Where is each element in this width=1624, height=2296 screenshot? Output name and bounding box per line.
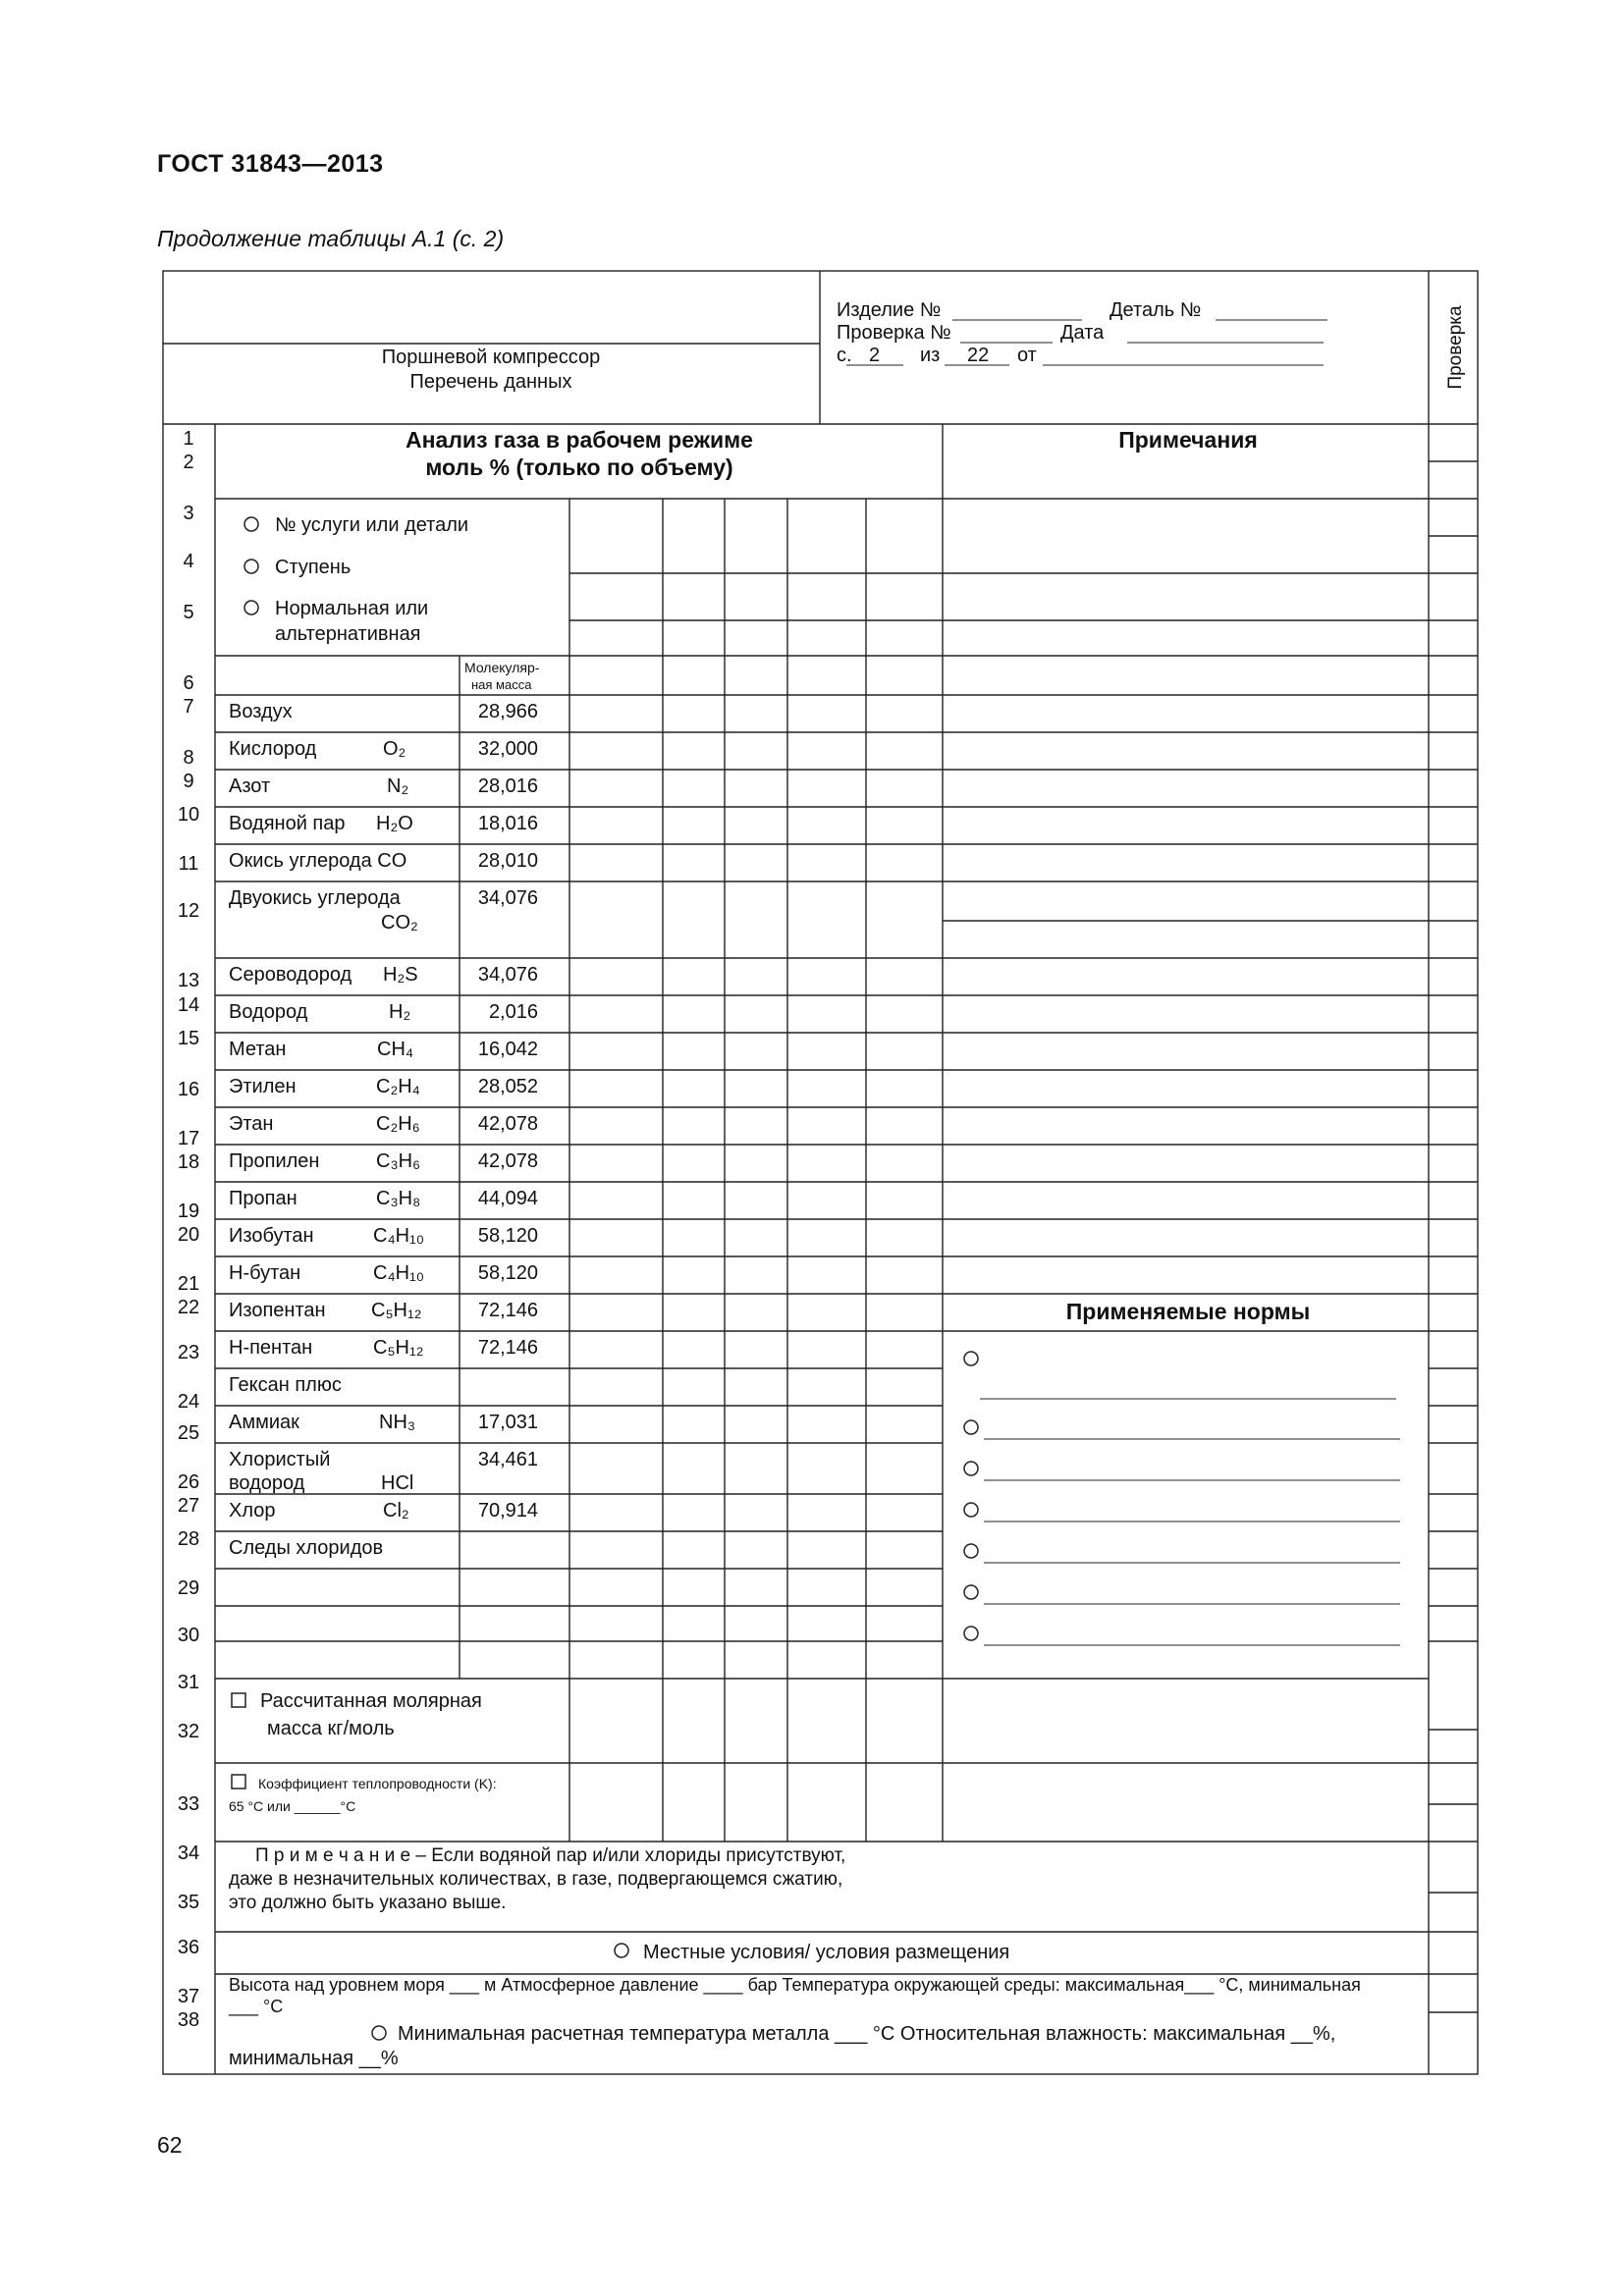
gas-name: Изопентан <box>229 1300 326 1321</box>
gas-formula: C₅H₁₂ <box>373 1337 424 1359</box>
gas-name: Следы хлоридов <box>229 1537 384 1559</box>
page-number: 62 <box>157 2132 183 2158</box>
metal-temp-radio-icon[interactable] <box>372 2026 386 2040</box>
service-radio-icon[interactable] <box>244 517 258 531</box>
gas-mw: 28,016 <box>477 775 538 797</box>
note-line-1: П р и м е ч а н и е – Если водяной пар и/или хлориды присутствуют, <box>255 1845 846 1866</box>
gas-mw: 28,010 <box>477 850 538 872</box>
norm-radio-icon[interactable] <box>964 1352 978 1365</box>
row-numbers <box>178 428 199 2031</box>
norm-radio-icon[interactable] <box>964 1627 978 1640</box>
table-caption: Продолжение таблицы А.1 (с. 2) <box>157 226 505 251</box>
gas-mw: 58,120 <box>477 1225 538 1247</box>
gas-formula: C₃H₆ <box>376 1150 421 1172</box>
gas-formula: C₂H₄ <box>376 1076 420 1097</box>
row-number: 34 <box>177 1842 200 1864</box>
gas-mw: 2,016 <box>488 1001 538 1023</box>
gas-mw: 28,052 <box>477 1076 538 1097</box>
gas-formula: C₃H₈ <box>376 1188 421 1209</box>
gas-mw: 34,076 <box>477 887 538 909</box>
row-number: 29 <box>177 1577 200 1599</box>
gas-mw: 70,914 <box>477 1500 538 1522</box>
row-number: 21 <box>177 1273 200 1295</box>
gas-formula: NH₃ <box>379 1412 416 1433</box>
norms-title: Применяемые нормы <box>1065 1299 1311 1324</box>
gas-name: Гексан плюс <box>229 1374 342 1396</box>
gas-formula: CO₂ <box>381 912 418 934</box>
gas-mw: 17,031 <box>477 1412 538 1433</box>
row-number: 18 <box>177 1151 200 1173</box>
row-number: 1 <box>183 428 194 450</box>
norms-list <box>964 1352 978 1640</box>
row-number: 2 <box>183 452 194 473</box>
row-number: 32 <box>177 1721 200 1742</box>
local-conditions-line-3: Минимальная расчетная температура металла ___ °C Относительная влажность: максимальная __%, <box>398 2023 1336 2045</box>
norm-radio-icon[interactable] <box>964 1585 978 1599</box>
gas-formula: C₄H₁₀ <box>373 1225 425 1247</box>
row-number: 24 <box>177 1391 200 1413</box>
row-number: 12 <box>177 900 200 922</box>
sheet-prefix: с. <box>837 345 852 366</box>
stage-radio-icon[interactable] <box>244 560 258 573</box>
gas-formula: C₅H₁₂ <box>371 1300 422 1321</box>
row-number: 26 <box>177 1471 200 1493</box>
gas-formula: H₂O <box>376 813 413 834</box>
gas-name: Двуокись углерода <box>229 887 401 909</box>
gas-mw: 16,042 <box>477 1039 538 1060</box>
gas-formula: C₄H₁₀ <box>373 1262 425 1284</box>
sheet-from: от <box>1017 345 1037 366</box>
local-conditions-title: Местные условия/ условия размещения <box>643 1942 1010 1963</box>
gas-name: Н-бутан <box>229 1262 301 1284</box>
row-number: 19 <box>177 1201 200 1222</box>
normal-option-label-2: альтернативная <box>275 623 421 645</box>
gas-name: Этилен <box>229 1076 297 1097</box>
row-number: 11 <box>178 853 199 875</box>
norm-radio-icon[interactable] <box>964 1544 978 1558</box>
gas-name: Водяной пар <box>229 813 346 834</box>
sheet-of: из <box>920 345 941 366</box>
row-number: 23 <box>177 1342 200 1363</box>
row-number: 5 <box>183 602 194 623</box>
gas-formula: CH₄ <box>377 1039 414 1060</box>
row-number: 25 <box>177 1422 200 1444</box>
row-number: 33 <box>177 1793 200 1815</box>
gas-name: Водород <box>229 1001 308 1023</box>
row-number: 22 <box>177 1297 200 1318</box>
row-number: 28 <box>177 1528 200 1550</box>
gas-formula: C₂H₆ <box>376 1113 420 1135</box>
row-number: 35 <box>177 1892 200 1913</box>
row-number: 37 <box>177 1986 200 2007</box>
gas-name: Метан <box>229 1039 287 1060</box>
row-number: 8 <box>183 747 194 769</box>
row-number: 6 <box>183 672 194 694</box>
row-number: 16 <box>177 1079 200 1100</box>
norm-radio-icon[interactable] <box>964 1503 978 1517</box>
row-number: 30 <box>177 1625 200 1646</box>
row-number: 3 <box>183 503 194 524</box>
note-line-2: даже в незначительных количествах, в газе, подвергающемся сжатию, <box>229 1869 843 1890</box>
mw-header: Молекуляр- <box>464 660 540 675</box>
row-number: 13 <box>177 970 200 991</box>
row-number: 38 <box>177 2009 200 2031</box>
row-number: 15 <box>177 1028 200 1049</box>
gas-name: Кислород <box>229 738 317 760</box>
local-conditions-line-1: Высота над уровнем моря ___ м Атмосферное давление ____ бар Температура окружающей среды: максимальная___ °C, минимальная <box>229 1975 1361 1995</box>
form-grid <box>163 271 1478 2074</box>
molar-mass-checkbox[interactable] <box>232 1693 245 1707</box>
data-label: Дата <box>1060 322 1105 344</box>
gas-mw: 42,078 <box>477 1113 538 1135</box>
gas-mw: 72,146 <box>477 1337 538 1359</box>
row-number: 36 <box>177 1937 200 1958</box>
row-number: 9 <box>183 771 194 792</box>
normal-option-label: Нормальная или <box>275 598 429 619</box>
gas-name: Н-пентан <box>229 1337 313 1359</box>
detal-label: Деталь № <box>1110 299 1202 321</box>
gas-formula: HCl <box>381 1472 414 1494</box>
document-title: ГОСТ 31843—2013 <box>157 150 384 178</box>
mw-header-2: ная масса <box>471 677 532 692</box>
gas-name-line2: водород <box>229 1472 305 1494</box>
conductivity-temp: 65 °C или ______°C <box>229 1798 356 1814</box>
note-line-3: это должно быть указано выше. <box>229 1893 507 1913</box>
analysis-title: Анализ газа в рабочем режиме <box>406 427 753 453</box>
row-number: 4 <box>183 551 194 572</box>
list-title: Перечень данных <box>409 371 572 393</box>
gas-formula: N₂ <box>387 775 409 797</box>
gas-name: Хлор <box>229 1500 276 1522</box>
gas-mw: 18,016 <box>477 813 538 834</box>
gas-name: Пропан <box>229 1188 298 1209</box>
gas-name: Азот <box>229 775 271 797</box>
row-number: 14 <box>177 994 200 1016</box>
gas-formula: H₂S <box>383 964 418 986</box>
gas-rows <box>229 701 538 1559</box>
gas-name: Окись углерода CO <box>229 850 407 872</box>
normal-radio-icon[interactable] <box>244 601 258 614</box>
sheet-number: 2 <box>869 345 881 366</box>
analysis-subtitle: моль % (только по объему) <box>425 454 733 480</box>
conductivity-label: Коэффициент теплопроводности (K): <box>258 1776 497 1791</box>
norm-radio-icon[interactable] <box>964 1420 978 1434</box>
local-conditions-radio-icon[interactable] <box>615 1944 628 1957</box>
gas-mw: 44,094 <box>477 1188 538 1209</box>
row-number: 20 <box>177 1224 200 1246</box>
gas-formula: Cl₂ <box>383 1500 409 1522</box>
gas-mw: 42,078 <box>477 1150 538 1172</box>
conductivity-checkbox[interactable] <box>232 1775 245 1789</box>
proverka-label: Проверка № <box>837 322 951 344</box>
gas-mw: 72,146 <box>477 1300 538 1321</box>
gas-mw: 32,000 <box>477 738 538 760</box>
gas-name: Сероводород <box>229 964 352 986</box>
machine-title: Поршневой компрессор <box>381 347 601 368</box>
gas-name: Этан <box>229 1113 274 1135</box>
local-conditions-line-2: ___ °C <box>229 1997 284 2016</box>
row-number: 10 <box>177 804 200 826</box>
gas-mw: 34,076 <box>477 964 538 986</box>
gas-formula: O₂ <box>383 738 406 760</box>
gas-formula: H₂ <box>389 1001 411 1023</box>
gas-name: Хлористый <box>229 1449 331 1470</box>
row-number: 27 <box>177 1495 200 1517</box>
row-number: 17 <box>177 1128 200 1149</box>
gas-mw: 58,120 <box>477 1262 538 1284</box>
gas-mw: 34,461 <box>477 1449 538 1470</box>
sheet-total: 22 <box>967 345 990 366</box>
gas-name: Аммиак <box>229 1412 299 1433</box>
service-option-label: № услуги или детали <box>275 514 469 536</box>
row-number: 7 <box>183 696 194 718</box>
izdelie-label: Изделие № <box>837 299 942 321</box>
notes-title: Примечания <box>1118 427 1258 453</box>
molar-mass-label: Рассчитанная молярная <box>260 1690 482 1712</box>
gas-name: Пропилен <box>229 1150 320 1172</box>
gas-name: Воздух <box>229 701 293 722</box>
proverka-column-label: Проверка <box>1445 305 1466 390</box>
norm-radio-icon[interactable] <box>964 1462 978 1475</box>
gas-mw: 28,966 <box>477 701 538 722</box>
gas-name: Изобутан <box>229 1225 314 1247</box>
row-number: 31 <box>177 1672 200 1693</box>
molar-mass-label-2: масса кг/моль <box>267 1718 395 1739</box>
stage-option-label: Ступень <box>275 557 352 578</box>
local-conditions-line-4: минимальная __% <box>229 2048 399 2069</box>
